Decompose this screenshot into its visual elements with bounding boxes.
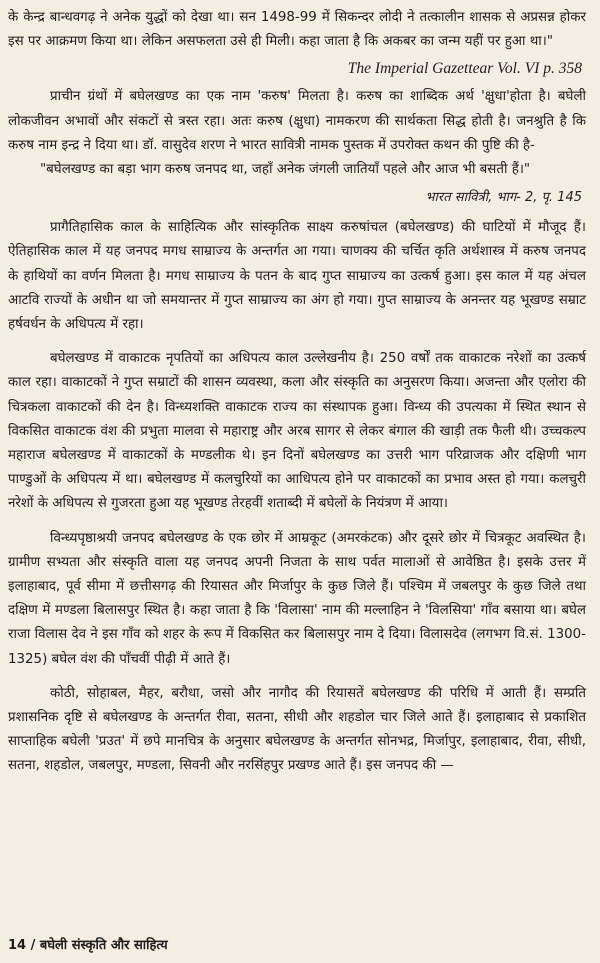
citation-imperial-gazetteer: The Imperial Gazettear Vol. VI p. 358 [347,60,582,78]
paragraph-districts: कोठी, सोहाबल, मैहर, बरौधा, जसो और नागौद की रियासतें बघेलखण्ड की परिधि में आती हैं। सम्प्रति प्रशासनिक दृष्टि से बघेलखण्ड के अन्तर्गत रीवा, सतना, सीधी और शहडोल चार जिले आते हैं। इलाहाबाद से प्रकाशित साप्ताहिक बघेली 'प्रउत' में छपे मानचित्र के अनुसार बघेलखण्ड के अन्तर्गत सोनभद्र, मिर्जापुर, इलाहाबाद, रीवा, सीधी, सतना, शहडोल, जबलपुर, मण्डला, सिवनी और नरसिंहपुर प्रखण्ड आते हैं। इस जनपद की — [8,685,586,774]
citation-bharat-savitri: भारत सावित्री, भाग- 2, पृ. 145 [425,190,582,206]
paragraph-karush: प्राचीन ग्रंथों में बघेलखण्ड का एक नाम 'करुष' मिलता है। करुष का शाब्दिक अर्थ 'क्षुधा'होता है। बघेली लोकजीवन अभावों और संकटों से त्रस्त रहा। अतः करुष (क्षुधा) नामकरण की सार्थकता सिद्ध होती है। जनश्रुति है कि करुष नाम इन्द्र ने दिया था। डॉ. वासुदेव शरण ने भारत सावित्री नामक पुस्तक में उपरोक्त कथन की पुष्टि की है- [8,89,586,153]
quote-bharat-savitri: "बघेलखण्ड का बड़ा भाग करुष जनपद था, जहाँ अनेक जंगली जातियाँ पहले और आज भी बसती हैं।" [40,162,531,178]
paragraph-intro: के केन्द्र बान्धवगढ़ ने अनेक युद्धों को देखा था। सन 1498-99 में सिकन्दर लोदी ने तत्कालीन शासक से अप्रसन्न होकर इस पर आक्रमण किया था। लेकिन असफलता उसे ही मिली। कहा जाता है कि अकबर का जन्म यहीं पर हुआ था।" [8,10,586,50]
paragraph-prehistoric: प्रागैतिहासिक काल के साहित्यिक और सांस्कृतिक साक्ष्य करुषांचल (बघेलखण्ड) की घाटियों में मौजूद हैं। ऐतिहासिक काल में यह जनपद मगध साम्राज्य के अन्तर्गत आ गया। चाणक्य की चर्चित कृति अर्थशास्त्र में करुष जनपद के हाथियों का वर्णन मिलता है। मगध साम्राज्य के पतन के बाद गुप्त साम्राज्य का उत्कर्ष हुआ। इस काल में यह अंचल आटवि राज्यों के अधीन था जो समयान्तर में गुप्त साम्राज्य का अंग हो गया। गुप्त साम्राज्य के अनन्तर यह भूखण्ड सम्राट हर्षवर्धन के अधिपत्य में रहा। [8,220,586,333]
paragraph-geography: विन्ध्यपृष्ठाश्रयी जनपद बघेलखण्ड के एक छोर में आम्रकूट (अमरकंटक) और दूसरे छोर में चित्रकूट अवस्थित है। ग्रामीण सभ्यता और संस्कृति वाला यह जनपद अपनी निजता के साथ पर्वत मालाओं से आवेष्ठित है। इसके उत्तर में इलाहाबाद, पूर्व सीमा में छत्तीसगढ़ की रियासत और मिर्जापुर के कुछ जिले हैं। पश्चिम में जबलपुर के कुछ जिले तथा दक्षिण में मण्डला बिलासपुर स्थित है। कहा जाता है कि 'विलासा' नाम की मल्लाहिन ने 'विलसिया' गाँव बसाया था। बघेल राजा विलास देव ने इस गाँव को शहर के रूप में विकसित कर बिलासपुर नाम दे दिया। विलासदेव (लगभग वि.सं. 1300-1325) बघेल वंश की पाँचवीं पीढ़ी में आते हैं। [8,530,586,667]
paragraph-vakataka: बघेलखण्ड में वाकाटक नृपतियों का अधिपत्य काल उल्लेखनीय है। 250 वर्षों तक वाकाटक नरेशों का उत्कर्ष काल रहा। वाकाटकों ने गुप्त सम्राटों की शासन व्यवस्था, कला और संस्कृति का अनुसरण किया। अजन्ता और एलोरा की चित्रकला वाकाटकों की देन है। विन्ध्यशक्ति वाकाटक राज्य का संस्थापक हुआ। विन्ध्य की उपत्यका में स्थित स्थान से विकसित वाकाटक वंश की प्रभुता मालवा से महाराष्ट्र और अरब सागर से लेकर बंगाल की खाड़ी तक फैली थी। उच्चकल्प महाराज बघेलखण्ड में वाकाटकों के मण्डलीक थे। इन दिनों बघेलखण्ड का उत्तरी भाग परिव्राजक और दक्षिणी भाग पाण्डुओं के अधिपत्य में था। बघेलखण्ड में कलचुरियों का आधिपत्य होने पर वाकाटकों का प्रभाव अस्त हो गया। कलचुरी नरेशों के अधिपत्य से गुजरता हुआ यह भूखण्ड तेरहवीं शताब्दी में बघेलों के नियंत्रण में आया। [8,351,586,512]
page-footer: 14 / बघेली संस्कृति और साहित्य [8,938,168,953]
